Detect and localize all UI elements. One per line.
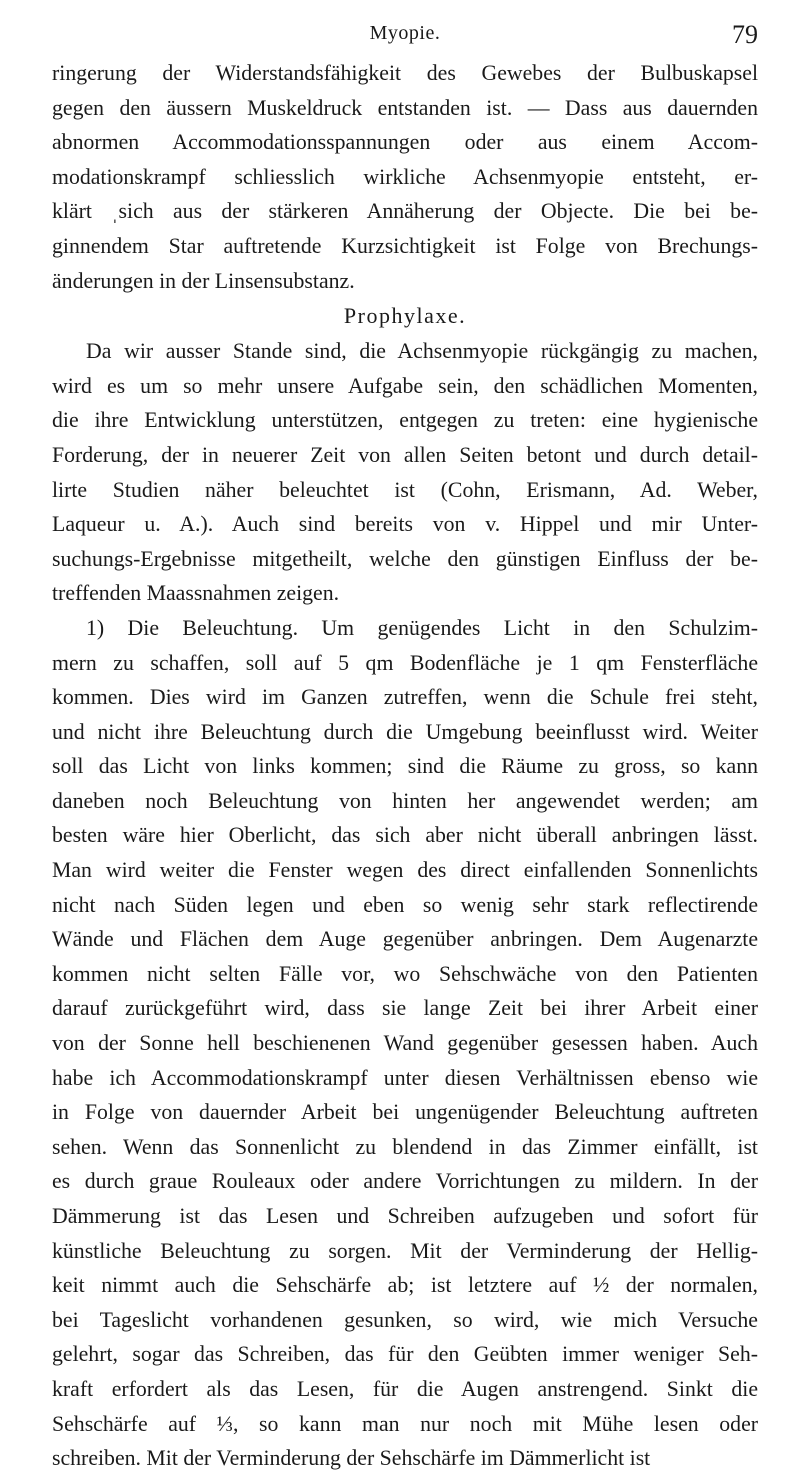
text-line: daneben noch Beleuchtung von hinten her angewendet werden; am bbox=[52, 788, 758, 813]
text-line: sehen. Wenn das Sonnenlicht zu blendend in das Zimmer einfällt, ist bbox=[52, 1134, 758, 1159]
text-line: soll das Licht von links kommen; sind die Räume zu gross, so kann bbox=[52, 754, 758, 779]
text-line: 1) Die Beleuchtung. Um genügendes Licht in den Schulzim- bbox=[86, 615, 758, 640]
text-line: Forderung, der in neuerer Zeit von allen Seiten betont und durch detail- bbox=[52, 442, 758, 467]
text-line: es durch graue Rouleaux oder andere Vorrichtungen zu mildern. In der bbox=[52, 1169, 758, 1194]
paragraph-continuation bbox=[52, 56, 758, 298]
text-line: darauf zurückgeführt wird, dass sie lange Zeit bei ihrer Arbeit einer bbox=[52, 996, 758, 1021]
book-page bbox=[52, 20, 758, 1476]
running-title: Myopie. bbox=[369, 22, 441, 44]
text-line: habe ich Accommodationskrampf unter diesen Verhältnissen ebenso wie bbox=[52, 1065, 758, 1090]
text-line: gelehrt, sogar das Schreiben, das für den Geübten immer weniger Seh- bbox=[52, 1342, 758, 1367]
text-line: künstliche Beleuchtung zu sorgen. Mit der Verminderung der Hellig- bbox=[52, 1238, 758, 1263]
text-line: ringerung der Widerstandsfähigkeit des Gewebes der Bulbuskapsel bbox=[52, 61, 758, 85]
text-line: kraft erfordert als das Lesen, für die Augen anstrengend. Sinkt die bbox=[52, 1376, 758, 1401]
text-line: die ihre Entwicklung unterstützen, entgegen zu treten: eine hygienische bbox=[52, 408, 758, 433]
text-line: nicht nach Süden legen und eben so wenig sehr stark reflectirende bbox=[52, 892, 758, 917]
text-line: modationskrampf schliesslich wirkliche Achsenmyopie entsteht, er- bbox=[52, 164, 758, 189]
text-line: gegen den äussern Muskeldruck entstanden ist. — Dass aus dauernden bbox=[52, 95, 758, 120]
text-line: änderungen in der Linsensubstanz. bbox=[52, 268, 355, 293]
text-line: ginnendem Star auftretende Kurzsichtigkeit ist Folge von Brechungs- bbox=[52, 233, 758, 258]
section-heading: Prophylaxe. bbox=[343, 303, 467, 329]
text-line: kommen nicht selten Fälle vor, wo Sehschwäche von den Patienten bbox=[52, 961, 758, 986]
text-line: Da wir ausser Stande sind, die Achsenmyopie rückgängig zu machen, bbox=[86, 339, 758, 364]
text-line: und nicht ihre Beleuchtung durch die Umgebung beeinflusst wird. Weiter bbox=[52, 719, 758, 744]
text-line: Man wird weiter die Fenster wegen des direct einfallenden Sonnenlichts bbox=[52, 858, 758, 883]
paragraph-beleuchtung bbox=[52, 611, 758, 1476]
text-line: von der Sonne hell beschienenen Wand gegenüber gesessen haben. Auch bbox=[52, 1031, 758, 1056]
text-line: Sehschärfe auf ⅓, so kann man nur noch mit Mühe lesen oder bbox=[52, 1411, 758, 1436]
text-line: lirte Studien näher beleuchtet ist (Cohn, Erismann, Ad. Weber, bbox=[52, 477, 758, 502]
text-line: schreiben. Mit der Verminderung der Sehschärfe im Dämmerlicht ist bbox=[52, 1446, 651, 1471]
text-line: bei Tageslicht vorhandenen gesunken, so wird, wie mich Versuche bbox=[52, 1307, 758, 1332]
text-line: mern zu schaffen, soll auf 5 qm Bodenfläche je 1 qm Fensterfläche bbox=[52, 650, 758, 675]
text-line: wird es um so mehr unsere Aufgabe sein, den schädlichen Momenten, bbox=[52, 373, 758, 398]
paragraph-prophylaxe bbox=[52, 334, 758, 611]
text-line: besten wäre hier Oberlicht, das sich aber nicht überall anbringen lässt. bbox=[52, 823, 758, 848]
page-number: 79 bbox=[732, 20, 758, 49]
text-line: Dämmerung ist das Lesen und Schreiben aufzugeben und sofort für bbox=[52, 1204, 758, 1228]
text-line: treffenden Maassnahmen zeigen. bbox=[52, 581, 340, 606]
text-line: abnormen Accommodationsspannungen oder aus einem Accom- bbox=[52, 130, 758, 155]
text-line: Laqueur u. A.). Auch sind bereits von v. Hippel und mir Unter- bbox=[52, 512, 758, 537]
running-head bbox=[52, 20, 758, 56]
text-line: Wände und Flächen dem Auge gegenüber anbringen. Dem Augenarzte bbox=[52, 927, 758, 952]
text-line: keit nimmt auch die Sehschärfe ab; ist letztere auf ½ der normalen, bbox=[52, 1273, 758, 1298]
text-line: klärt ˌsich aus der stärkeren Annäherung der Objecte. Die bei be- bbox=[52, 199, 758, 224]
text-line: suchungs-Ergebnisse mitgetheilt, welche den günstigen Einfluss der be- bbox=[52, 546, 758, 571]
text-line: kommen. Dies wird im Ganzen zutreffen, wenn die Schule frei steht, bbox=[52, 685, 758, 710]
text-line: in Folge von dauernder Arbeit bei ungenügender Beleuchtung auftreten bbox=[52, 1100, 758, 1125]
